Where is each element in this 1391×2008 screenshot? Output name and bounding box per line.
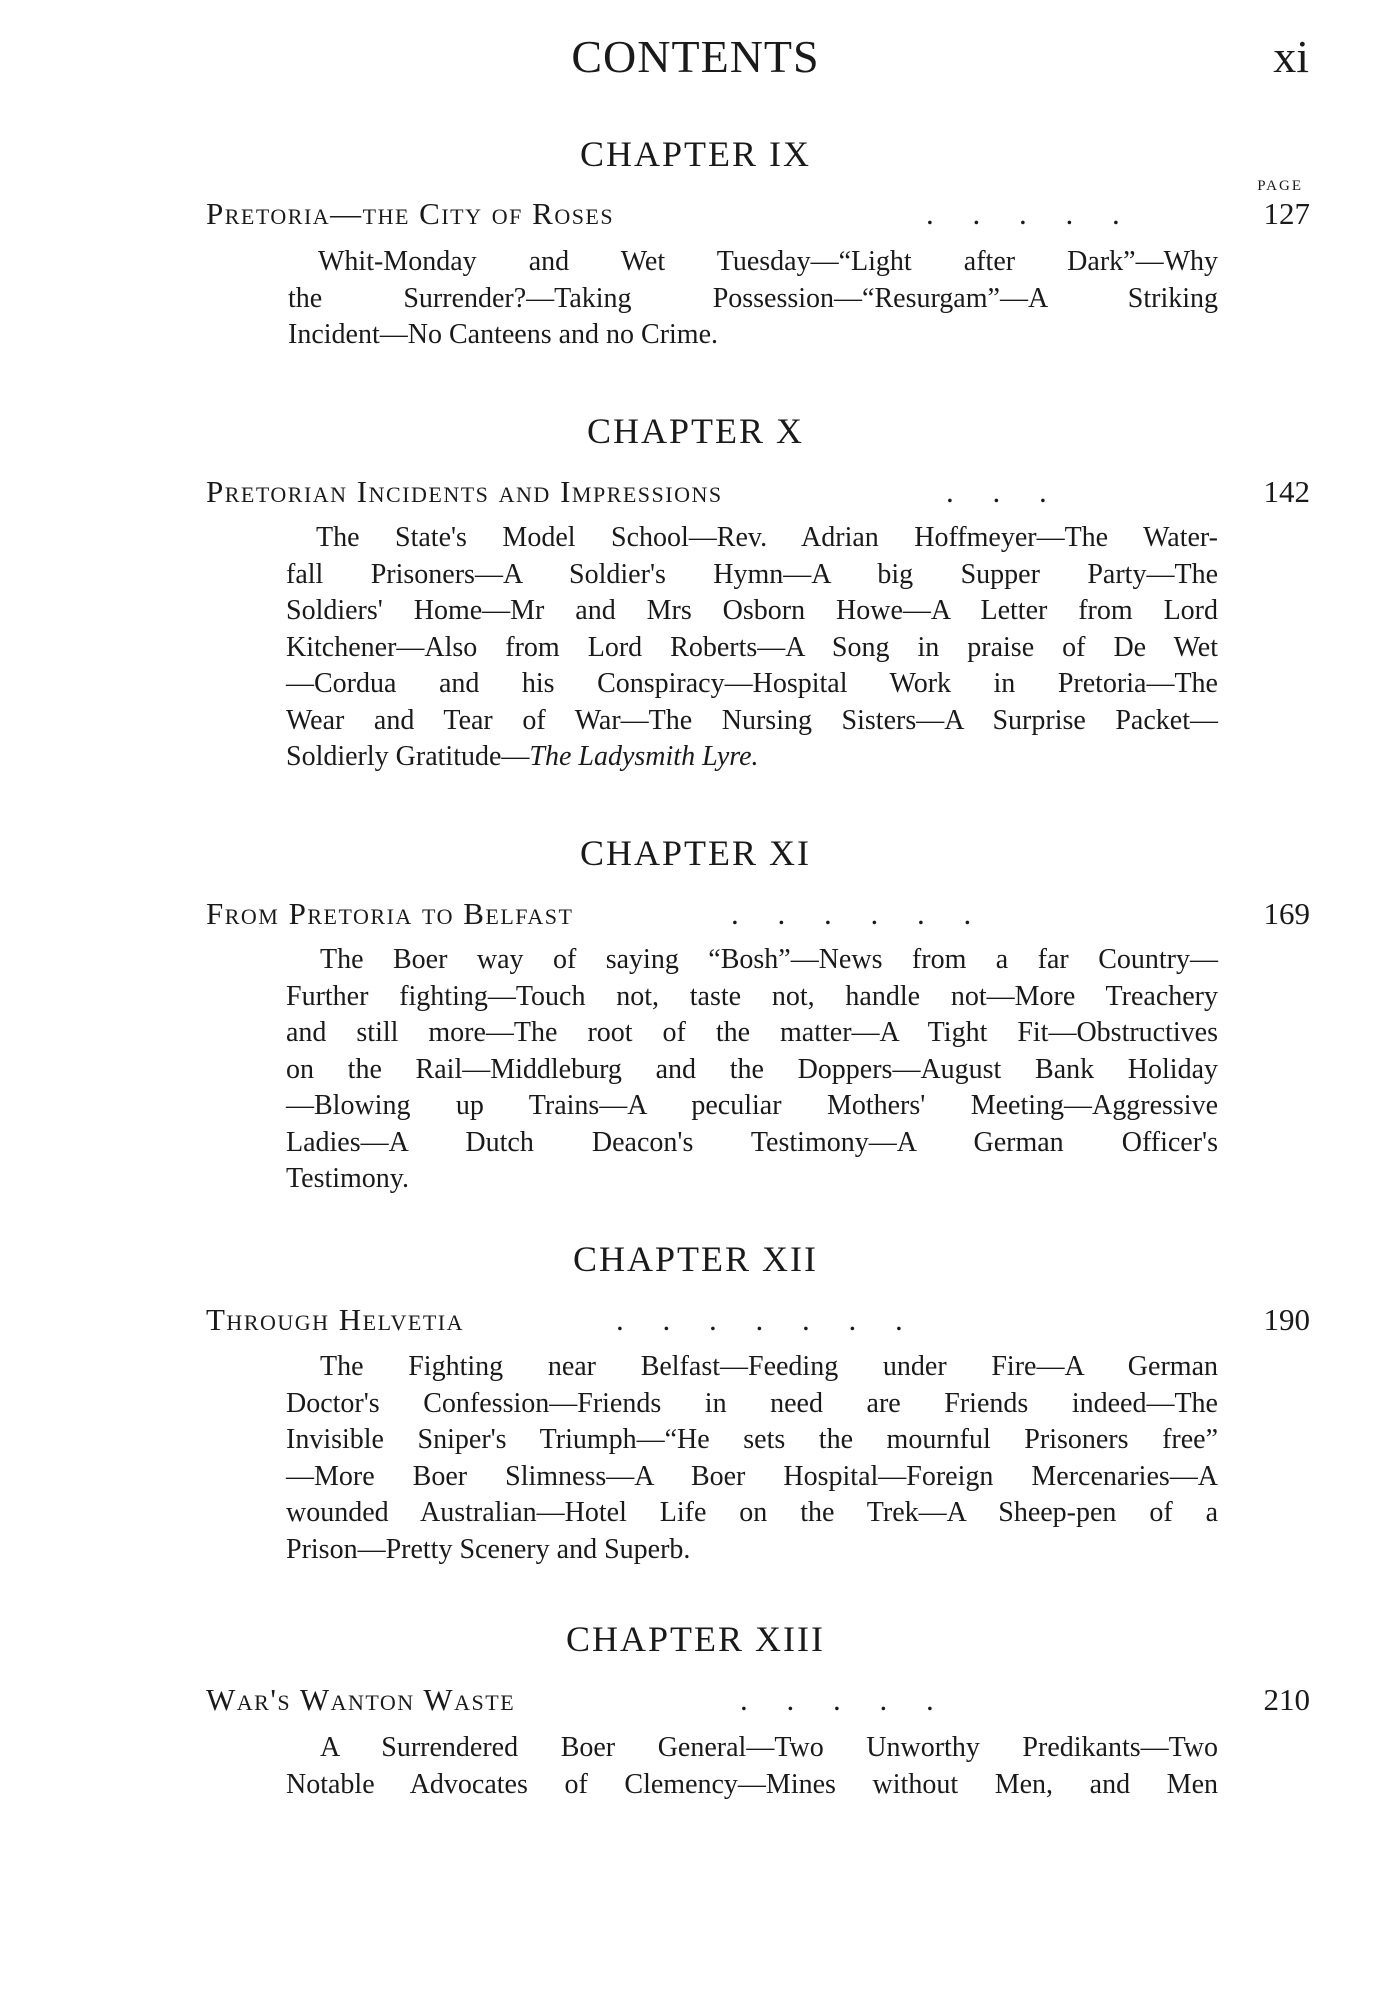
- synopsis-line: on the Rail—Middleburg and the Doppers—August Bank Holiday: [286, 1053, 1218, 1085]
- chapter-heading-x: CHAPTER X: [586, 411, 805, 451]
- synopsis-line: —More Boer Slimness—A Boer Hospital—Foreign Mercenaries—A: [286, 1460, 1218, 1492]
- page-title: CONTENTS: [571, 31, 820, 82]
- synopsis-line: [286, 739, 1218, 776]
- page-number: xi: [1273, 31, 1309, 82]
- entry-title: Through Helvetia: [206, 1302, 465, 1337]
- synopsis-line: Notable Advocates of Clemency—Mines without Men, and Men: [286, 1768, 1218, 1800]
- toc-entry-xi[interactable]: [206, 896, 1310, 942]
- synopsis-line: Kitchener—Also from Lord Roberts—A Song in praise of De Wet: [286, 631, 1218, 663]
- chapter-heading-xiii: CHAPTER XIII: [566, 1619, 825, 1659]
- synopsis-text: Soldierly Gratitude—: [286, 741, 530, 772]
- entry-page: 190: [1263, 1302, 1310, 1337]
- toc-entry-ix[interactable]: [206, 196, 1310, 242]
- leader-dots: . . .: [946, 474, 1047, 509]
- leader-dots: . . . . .: [740, 1682, 934, 1717]
- entry-page: 169: [1263, 896, 1310, 931]
- entry-page: 142: [1263, 474, 1310, 509]
- synopsis-line: —Blowing up Trains—A peculiar Mothers' Meeting—Aggressive: [286, 1090, 1218, 1121]
- leader-dots: . . . . . .: [731, 896, 972, 931]
- synopsis-line: Whit-Monday and Wet Tuesday—“Light after Dark”—Why: [318, 246, 1218, 277]
- chapter-heading-xi: CHAPTER XI: [579, 833, 811, 873]
- synopsis-line: and still more—The root of the matter—A Tight Fit—Obstructives: [286, 1017, 1218, 1048]
- toc-entry-xiii[interactable]: [206, 1682, 1310, 1728]
- chapter-synopsis-xiii: [286, 1730, 1218, 1803]
- chapter-synopsis-ix: [288, 244, 1218, 354]
- synopsis-line: Ladies—A Dutch Deacon's Testimony—A German Officer's: [286, 1126, 1218, 1158]
- entry-title: War's Wanton Waste: [206, 1682, 516, 1717]
- synopsis-line: Testimony.: [286, 1163, 409, 1194]
- chapter-heading-ix: CHAPTER IX: [579, 134, 811, 174]
- synopsis-line: wounded Australian—Hotel Life on the Trek—A Sheep-pen of a: [286, 1497, 1218, 1528]
- synopsis-line: Further fighting—Touch not, taste not, handle not—More Treachery: [286, 980, 1218, 1012]
- synopsis-line: Invisible Sniper's Triumph—“He sets the mournful Prisoners free”: [286, 1424, 1218, 1455]
- synopsis-line: Soldiers' Home—Mr and Mrs Osborn Howe—A Letter from Lord: [286, 595, 1218, 626]
- page-column-label: PAGE: [1257, 178, 1303, 194]
- synopsis-line: Wear and Tear of War—The Nursing Sisters—A Surprise Packet—: [286, 704, 1218, 736]
- chapter-synopsis-xi: [286, 942, 1218, 1198]
- synopsis-line: fall Prisoners—A Soldier's Hymn—A big Supper Party—The: [286, 558, 1218, 590]
- entry-page: 127: [1263, 196, 1310, 231]
- synopsis-line: The Boer way of saying “Bosh”—News from a far Country—: [320, 944, 1218, 975]
- entry-title: Pretoria—the City of Roses: [206, 196, 615, 231]
- chapter-synopsis-x: [286, 520, 1218, 776]
- synopsis-line: Prison—Pretty Scenery and Superb.: [286, 1533, 691, 1565]
- synopsis-line: The Fighting near Belfast—Feeding under Fire—A German: [320, 1351, 1218, 1382]
- toc-entry-x[interactable]: [206, 474, 1310, 520]
- synopsis-line: A Surrendered Boer General—Two Unworthy Predikants—Two: [320, 1732, 1218, 1763]
- toc-entry-xii[interactable]: [206, 1302, 1310, 1348]
- synopsis-line: Incident—No Canteens and no Crime.: [288, 319, 719, 350]
- synopsis-line: The State's Model School—Rev. Adrian Hoffmeyer—The Water-: [316, 522, 1218, 553]
- entry-title: Pretorian Incidents and Impressions: [206, 474, 723, 509]
- entry-title: From Pretoria to Belfast: [206, 896, 574, 931]
- leader-dots: . . . . .: [926, 196, 1120, 231]
- chapter-synopsis-xii: [286, 1349, 1218, 1568]
- synopsis-line: —Cordua and his Conspiracy—Hospital Work in Pretoria—The: [286, 668, 1218, 699]
- synopsis-line: the Surrender?—Taking Possession—“Resurgam”—A Striking: [288, 282, 1218, 314]
- chapter-heading-xii: CHAPTER XII: [573, 1239, 818, 1279]
- entry-page: 210: [1263, 1682, 1310, 1717]
- leader-dots: . . . . . . .: [616, 1302, 903, 1337]
- synopsis-italic-title: The Ladysmith Lyre.: [529, 741, 759, 772]
- synopsis-line: Doctor's Confession—Friends in need are Friends indeed—The: [286, 1387, 1218, 1419]
